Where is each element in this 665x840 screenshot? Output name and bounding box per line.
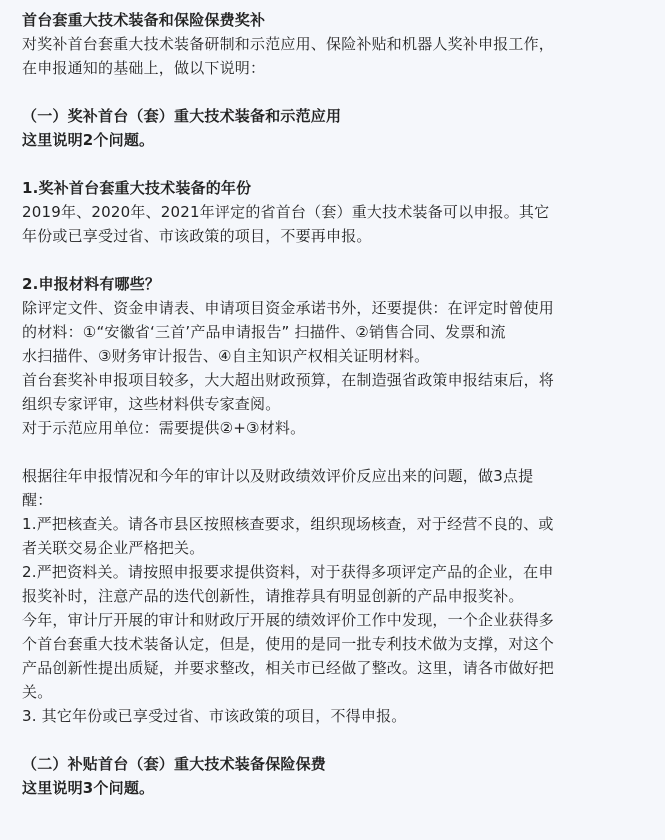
paragraph-line: 的材料：①“安徽省‘三首’产品申请报告” 扫描件、②销售合同、发票和流 [22, 323, 506, 341]
paragraph-line: 产品创新性提出质疑，并要求整改，相关市已经做了整改。这里，请各市做好把 [22, 659, 555, 677]
question-2-heading: 2.申报材料有哪些？ [22, 275, 161, 293]
spacer [22, 440, 649, 464]
paragraph-line: 醒： [22, 491, 53, 509]
paragraph-line: 水扫描件、③财务审计报告、④自主知识产权相关证明材料。 [22, 347, 430, 365]
paragraph-line: 1.严把核查关。请各市县区按照核查要求，组织现场核查，对于经营不良的、或 [22, 515, 554, 533]
paragraph-line: 个首台套重大技术装备认定，但是，使用的是同一批专利技术做为支撑，对这个 [22, 635, 555, 653]
paragraph-line: 除评定文件、资金申请表、申请项目资金承诺书外，还要提供：在评定时曾使用 [22, 299, 555, 317]
paragraph-line: 2019年、2020年、2021年评定的省首台（套）重大技术装备可以申报。其它 [22, 203, 550, 221]
paragraph-line: 对于示范应用单位：需要提供②+③材料。 [22, 419, 306, 437]
paragraph-line: 根据往年申报情况和今年的审计以及财政绩效评价反应出来的问题，做3点提 [22, 467, 534, 485]
spacer [22, 248, 649, 272]
spacer [22, 152, 649, 176]
intro-line: 在申报通知的基础上，做以下说明： [22, 59, 266, 77]
paragraph-line: 关。 [22, 683, 53, 701]
paragraph-line: 3. 其它年份或已享受过省、市该政策的项目，不得申报。 [22, 707, 407, 725]
paragraph-line: 首台套奖补申报项目较多，大大超出财政预算，在制造强省政策申报结束后，将 [22, 371, 555, 389]
paragraph-line: 年份或已享受过省、市该政策的项目，不要再申报。 [22, 227, 372, 245]
section-1-subheading: 这里说明2个问题。 [22, 131, 155, 149]
question-1-heading: 1.奖补首台套重大技术装备的年份 [22, 179, 252, 197]
paragraph-line: 今年，审计厅开展的审计和财政厅开展的绩效评价工作中发现，一个企业获得多 [22, 611, 555, 629]
paragraph-line: 者关联交易企业严格把关。 [22, 539, 205, 557]
paragraph-line: 组织专家评审，这些材料供专家查阅。 [22, 395, 281, 413]
paragraph-line: 报奖补时，注意产品的迭代创新性，请推荐具有明显创新的产品申报奖补。 [22, 587, 524, 605]
section-2-heading: （二）补贴首台（套）重大技术装备保险保费 [22, 755, 327, 773]
spacer [22, 728, 649, 752]
section-2-subheading: 这里说明3个问题。 [22, 779, 155, 797]
document-title: 首台套重大技术装备和保险保费奖补 [22, 11, 266, 29]
section-1-heading: （一）奖补首台（套）重大技术装备和示范应用 [22, 107, 342, 125]
spacer [22, 80, 649, 104]
paragraph-line: 2.严把资料关。请按照申报要求提供资料，对于获得多项评定产品的企业，在申 [22, 563, 554, 581]
intro-line: 对奖补首台套重大技术装备研制和示范应用、保险补贴和机器人奖补申报工作， [22, 35, 555, 53]
